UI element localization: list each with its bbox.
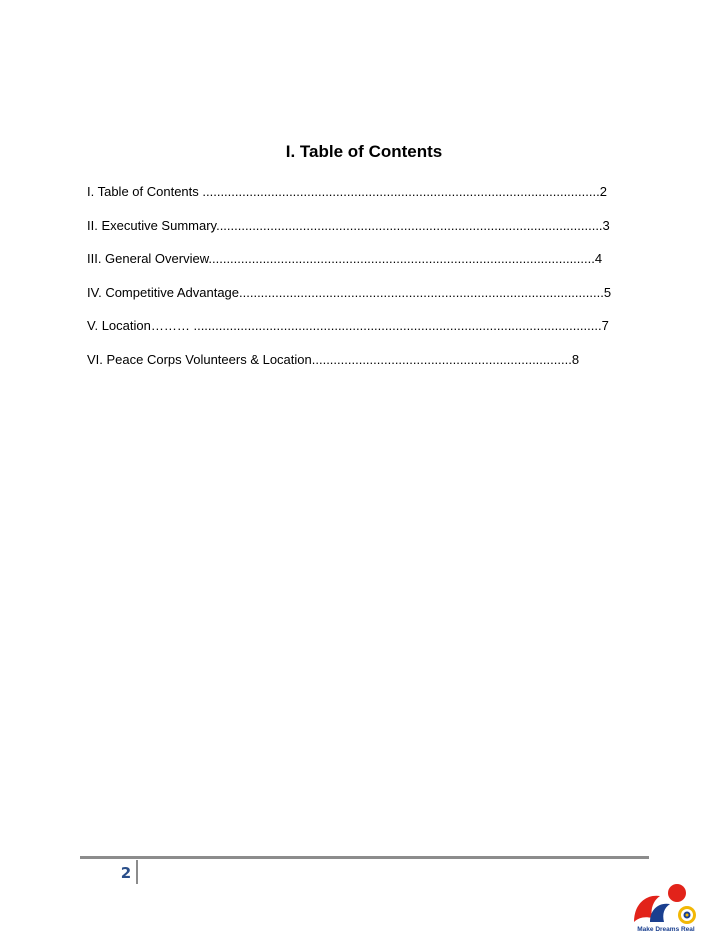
toc-list	[87, 183, 637, 385]
toc-entry-label: VI. Peace Corps Volunteers & Location	[87, 351, 312, 367]
toc-entry[interactable]	[87, 217, 637, 251]
toc-entry-leader: .................................................................................................................	[193, 318, 602, 334]
footer-divider	[136, 860, 138, 884]
toc-entry-page: 4	[594, 251, 603, 267]
toc-entry-leader: ...........................................................................................................	[216, 217, 603, 233]
toc-entry[interactable]	[87, 250, 637, 284]
toc-entry-label: I. Table of Contents	[87, 184, 203, 199]
toc-entry-leader: .....................................................................................................	[239, 284, 604, 300]
toc-entry-page: 3	[602, 217, 610, 233]
toc-entry-label: II. Executive Summary	[87, 217, 217, 233]
toc-heading-text: I. Table of Contents	[285, 142, 443, 161]
toc-entry-page: 5	[603, 284, 612, 300]
footer-rule	[80, 856, 649, 859]
toc-entry[interactable]	[87, 284, 637, 318]
toc-entry-page: 7	[601, 318, 609, 334]
toc-entry-page: 2	[599, 184, 607, 199]
toc-entry-page: 8	[571, 351, 580, 367]
toc-entry-label: III. General Overview	[87, 251, 209, 267]
footer-page-number: 2	[120, 864, 132, 882]
toc-entry-leader: ...........................................................................................................	[208, 251, 595, 267]
toc-entry-label: V. Location………	[87, 318, 194, 334]
logo-caption: Make Dreams Real	[637, 926, 695, 933]
toc-entry-label: IV. Competitive Advantage	[87, 284, 240, 300]
toc-entry[interactable]	[87, 317, 637, 351]
toc-entry-leader: ..............................................................................................................	[202, 184, 600, 199]
toc-entry[interactable]	[87, 183, 637, 217]
toc-heading	[0, 142, 728, 162]
toc-entry[interactable]	[87, 351, 637, 385]
toc-entry-leader: ........................................................................	[311, 351, 572, 367]
